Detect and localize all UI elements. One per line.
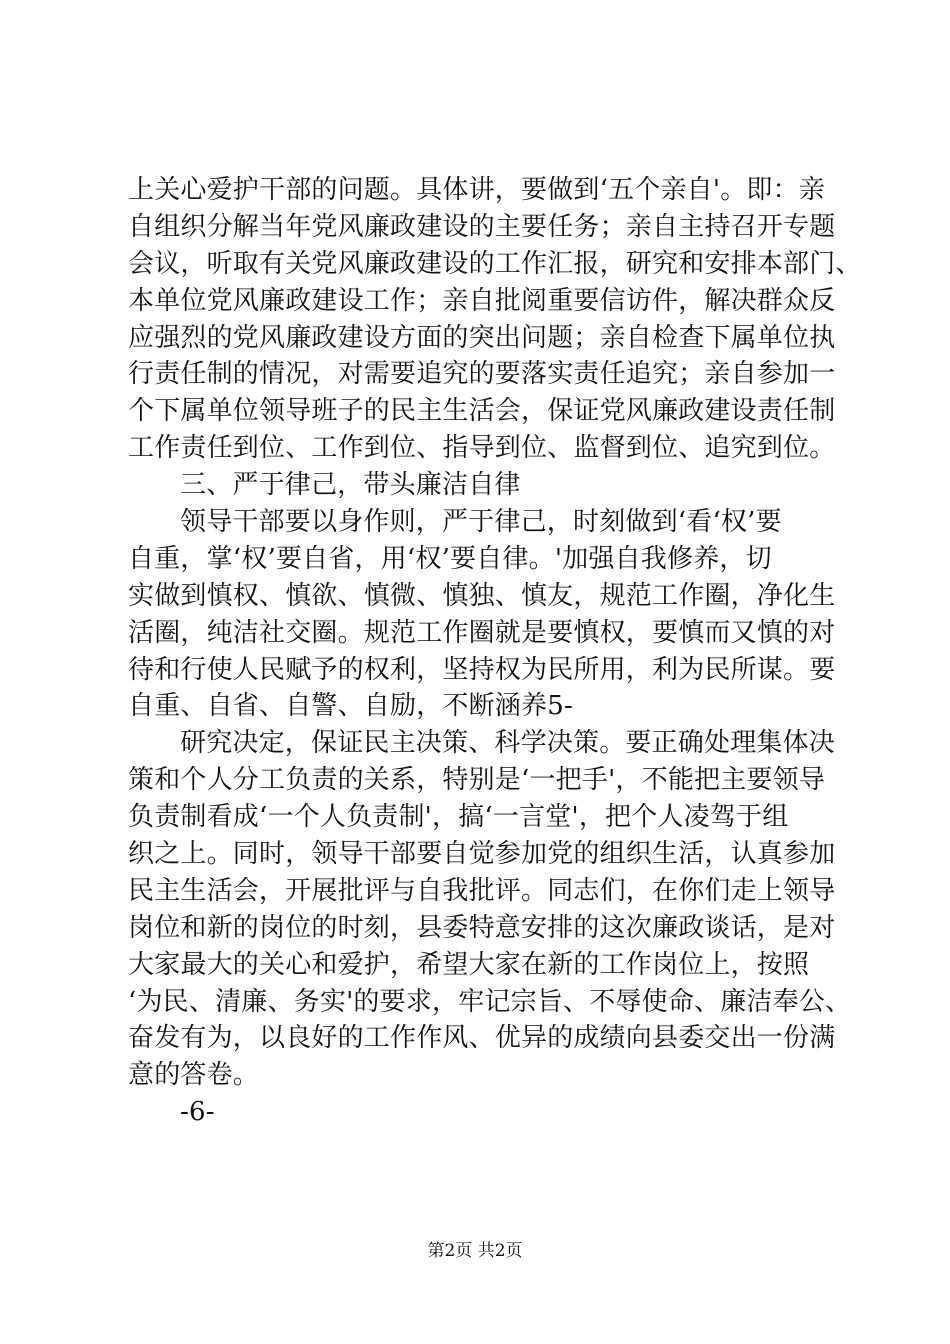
text-line: 策和个人分工负责的关系，特别是‘一把手'，不能把主要领导	[128, 765, 826, 796]
text-line: 研究决定，保证民主决策、科学决策。要正确处理集体决	[180, 728, 836, 759]
text-line: 意的答卷。	[128, 1060, 260, 1091]
text-line: 待和行使人民赋予的权利，坚持权为民所用，利为民所谋。要	[128, 654, 836, 685]
text-line: 自组织分解当年党风廉政建设的主要任务；亲自主持召开专题	[128, 211, 836, 242]
text-line: ‘为民、清廉、务实'的要求，牢记宗旨、不辱使命、廉洁奉公、	[128, 986, 852, 1017]
text-line: 领导干部要以身作则，严于律己，时刻做到‘看‘权’要	[180, 507, 782, 538]
text-line: 负责制看成‘一个人负责制'，搞‘一言堂'，把个人凌驾于组	[128, 802, 789, 833]
document-body	[128, 172, 862, 1131]
text-line: 民主生活会，开展批评与自我批评。同志们，在你们走上领导	[128, 875, 836, 906]
text-line: 实做到慎权、慎欲、慎微、慎独、慎友，规范工作圈，净化生	[128, 580, 836, 611]
text-line: 本单位党风廉政建设工作；亲自批阅重要信访件，解决群众反	[128, 285, 836, 316]
text-line: 织之上。同时，领导干部要自觉参加党的组织生活，认真参加	[128, 839, 836, 870]
text-line: 应强烈的党风廉政建设方面的突出问题；亲自检查下属单位执	[128, 322, 836, 353]
page-footer: 第2页 共2页	[427, 1241, 523, 1261]
text-line: 奋发有为，以良好的工作作风、优异的成绩向县委交出一份满	[128, 1023, 836, 1054]
text-line: 自重、自省、自警、自励，不断涵养5-	[128, 691, 573, 722]
text-line: 大家最大的关心和爱护，希望大家在新的工作岗位上，按照	[128, 949, 810, 980]
text-line: -6-	[180, 1097, 215, 1128]
text-line: 自重，掌‘权’要自省，用‘权’要自律。'加强自我修养，切	[128, 543, 772, 574]
text-line: 活圈，纯洁社交圈。规范工作圈就是要慎权，要慎而又慎的对	[128, 617, 836, 648]
text-line: 行责任制的情况，对需要追究的要落实责任追究；亲自参加一	[128, 359, 836, 390]
text-line: 工作责任到位、工作到位、指导到位、监督到位、追究到位。	[128, 433, 836, 464]
text-line: 个下属单位领导班子的民主生活会，保证党风廉政建设责任制	[128, 396, 836, 427]
text-line: 三、严于律己，带头廉洁自律	[180, 470, 521, 501]
text-line: 岗位和新的岗位的时刻，县委特意安排的这次廉政谈话，是对	[128, 912, 836, 943]
text-line: 会议，听取有关党风廉政建设的工作汇报，研究和安排本部门、	[128, 248, 862, 279]
text-line: 上关心爱护干部的问题。具体讲，要做到‘五个亲自'。即：亲	[128, 175, 826, 205]
